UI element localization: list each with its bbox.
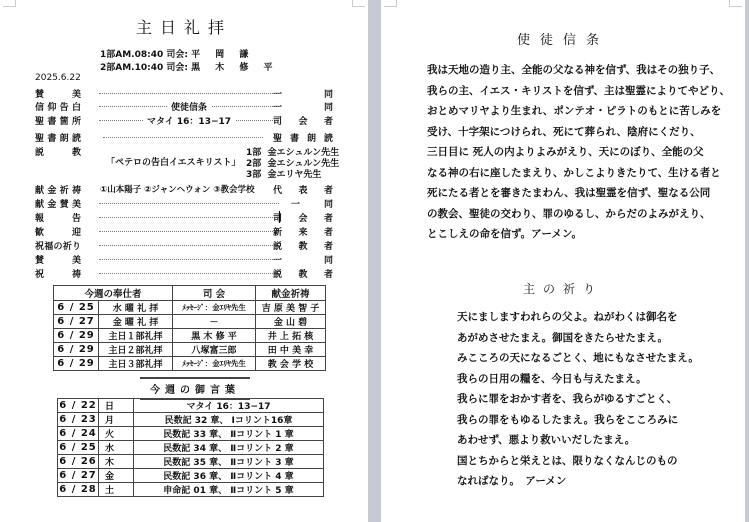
verse-cell: 申命記 01 章、 Ⅱコリント 5 章: [134, 483, 324, 497]
prayer-cell: 吉 原 美 智 子: [256, 301, 326, 315]
service-line-1: [100, 47, 261, 60]
table-row: [54, 343, 326, 357]
order-label: 祝福の祈り: [35, 242, 81, 252]
service-cell: 主日１部礼拝: [99, 329, 173, 343]
preacher-name: 金エシュルン先生: [267, 148, 340, 158]
date-cell: 6 / 26: [59, 456, 97, 467]
prayer-title: 主の祈り: [522, 282, 603, 296]
table-row: [54, 315, 326, 329]
weekday-cell: 火: [99, 427, 134, 441]
creed-line: 受け、十字架につけられ、死にて葬られ、陰府にくだり、: [427, 125, 701, 138]
table-row: [58, 455, 324, 469]
verse-cell: マタイ 16：13−17: [134, 399, 324, 413]
order-row: [35, 131, 335, 143]
column-header: 司 会: [173, 286, 256, 301]
creed-line: 我らの主、イエス・キリストを信ず、主は聖霊によりてやどり、: [427, 84, 731, 97]
order-row: [35, 267, 335, 279]
weekday-cell: 月: [99, 413, 134, 427]
table-row: [58, 413, 324, 427]
prayer-cell: 教 会 学 校: [256, 357, 326, 371]
order-label: 献金賛美: [35, 200, 81, 210]
service-cell: 主日３部礼拝: [99, 357, 173, 371]
order-person: 説教者: [273, 270, 333, 280]
date-cell: 6 / 29: [54, 329, 99, 343]
bulletin-page: [0, 0, 368, 522]
order-label: 信仰告白: [35, 103, 81, 113]
order-label: 祝祷: [35, 270, 81, 280]
service-host: 黒 木 修 平: [191, 63, 279, 73]
order-label: 賛美: [35, 90, 81, 100]
prayer-line: 我らの日用の糧を、今日も与えたまえ。: [457, 372, 647, 385]
order-row: [35, 253, 335, 265]
page-corner-mark: [352, 0, 365, 7]
verse-cell: 民数記 36 章、 Ⅱコリント 4 章: [134, 469, 324, 483]
creed-title: 使徒信条: [516, 33, 609, 48]
order-label: 報告: [35, 214, 81, 224]
weekly-word-title: 今週の御言葉: [140, 377, 250, 400]
order-label: 献金祈祷: [35, 186, 81, 196]
preacher-name: 金エリヤ先生: [267, 170, 322, 180]
prayer-line: 我らの罪をもゆるしたまえ。我らをこころみに: [457, 413, 679, 426]
creed-line: 死にたる者とを審きたまわん、我は聖霊を信ず、聖なる公同: [427, 187, 711, 199]
verse-cell: 民数記 32 章、 Ⅰコリント16章: [134, 413, 324, 427]
order-row: [35, 114, 335, 126]
date-cell: 6 / 29: [54, 343, 99, 357]
order-person: 一同: [273, 256, 333, 266]
order-person: 一同: [273, 90, 333, 100]
order-row: [35, 100, 335, 112]
preacher-part: 1部: [246, 148, 262, 158]
table-row: [58, 469, 324, 483]
order-person: 一同: [291, 200, 333, 210]
preacher-list: [246, 148, 339, 181]
order-label: 歓迎: [35, 228, 81, 238]
table-row: [58, 441, 324, 455]
host-cell: 黒 木 修 平: [173, 329, 256, 343]
page-corner-mark: [384, 0, 397, 7]
service-time: 2部AM.10:40 司会:: [100, 63, 188, 73]
order-row: [35, 87, 335, 99]
date-cell: 6 / 25: [54, 301, 99, 315]
weekday-cell: 金: [99, 469, 134, 483]
preacher-part: 2部: [246, 159, 262, 169]
sermon-title: 「ペテロの告白イエスキリスト」: [106, 158, 241, 168]
order-row: [35, 211, 335, 223]
creed-line: とこしえの命を信ず。アーメン。: [427, 228, 582, 240]
dotted-leader: [99, 231, 279, 232]
date-cell: 6 / 29: [54, 357, 99, 371]
weekday-cell: 土: [99, 483, 134, 497]
prayer-text: [457, 307, 699, 492]
creed-line: おとめマリヤより生まれ、ポンテオ・ピラトのもとに苦しみを: [427, 105, 722, 117]
table-row: [54, 329, 326, 343]
column-header: 献金祈祷: [256, 286, 326, 301]
page-corner-mark: [729, 0, 742, 7]
date-cell: 6 / 25: [59, 442, 97, 453]
service-cell: 主日２部礼拝: [99, 343, 173, 357]
prayer-line: 我らに罪をおかす者を、我らがゆるすごとく、: [457, 393, 678, 405]
verse-cell: 民数記 35 章、 Ⅱコリント 3 章: [134, 455, 324, 469]
prayer-line: 国とちからと栄えとは、限りなくなんじのもの: [457, 454, 678, 467]
order-person: 説教者: [273, 242, 333, 252]
preacher-item: [246, 170, 339, 181]
page-title: 主日礼拝: [135, 18, 232, 37]
creed-line: 我は天地の造り主、全能の父なる神を信ず、我はその独り子、: [427, 64, 721, 76]
order-row: [35, 225, 335, 237]
order-detail: 使徒信条: [167, 103, 211, 113]
service-host: 平 岡 謙: [191, 50, 255, 60]
duty-table: [53, 285, 326, 371]
creed-line: の教会、聖徒の交わり、罪のゆるし、からだのよみがえり、: [427, 207, 711, 220]
date-cell: 6 / 27: [59, 470, 97, 481]
preacher-name: 金エシュルン先生: [267, 159, 340, 169]
order-label: 賛美: [35, 256, 81, 266]
verse-cell: 民数記 33 章、 Ⅱコリント 1 章: [134, 427, 324, 441]
table-row: [54, 301, 326, 315]
prayer-line: あがめさせたまえ。御国をきたらせたまえ。: [457, 331, 668, 344]
creed-page: [381, 0, 745, 522]
date-cell: 6 / 22: [59, 400, 97, 411]
bulletin-date: 2025.6.22: [35, 73, 81, 83]
prayer-cell: 田 中 美 幸: [256, 343, 326, 357]
order-person: 一同: [273, 103, 333, 113]
creed-line: 三日目に 死人の内よりよみがえり、天にのぼり、全能の父: [427, 146, 704, 158]
order-person: 代表者: [273, 186, 333, 196]
page-corner-mark: [3, 0, 16, 7]
dotted-leader: [99, 203, 279, 204]
table-row: [58, 399, 324, 413]
host-cell: ﾒｯｾｰｼﾞ：金ｴﾘﾔ先生: [173, 357, 256, 371]
order-label: 説教: [35, 148, 81, 158]
table-row: [58, 483, 324, 497]
offering-prayers: ①山本陽子 ②ジャンヘウォン ③教会学校: [100, 185, 255, 195]
creed-line: なる神の右に座したまえり、かしこよりきたりて、生ける者と: [427, 166, 721, 179]
date-cell: 6 / 23: [59, 414, 97, 425]
prayer-cell: 井 上 拓 核: [256, 329, 326, 343]
order-row: [35, 239, 335, 251]
host-cell: ﾒｯｾｰｼﾞ：金ｴﾘﾔ先生: [173, 301, 256, 315]
order-label: 聖書箇所: [35, 117, 81, 127]
dotted-leader: [99, 273, 279, 274]
order-person: 司会者: [273, 214, 333, 224]
order-person: 司会者: [273, 117, 333, 127]
weekly-word-table: [57, 398, 324, 497]
dotted-leader: [99, 93, 279, 94]
date-cell: 6 / 27: [54, 315, 99, 329]
host-cell: 八塚富三郎: [173, 343, 256, 357]
prayer-cell: 金 山 碧: [256, 315, 326, 329]
service-line-2: [100, 60, 279, 73]
prayer-line: なればなり。 アーメン: [457, 475, 567, 487]
preacher-item: [246, 159, 339, 170]
order-row: [35, 197, 335, 209]
service-time: 1部AM.08:40 司会:: [100, 50, 188, 60]
weekday-cell: 水: [99, 441, 134, 455]
order-person: 新来者: [273, 228, 333, 238]
order-person: 聖書朗読: [273, 134, 333, 144]
order-detail: マタイ 16：13−17: [143, 117, 235, 127]
prayer-line: あわせず、悪より救いいだしたまえ。: [457, 434, 636, 446]
order-label: 聖書朗読: [35, 134, 81, 144]
weekday-cell: 木: [99, 455, 134, 469]
host-cell: －: [173, 315, 256, 329]
creed-text: [427, 60, 731, 245]
prayer-line: みこころの天になるごとく、地にもなさせたまえ。: [457, 352, 699, 364]
table-header-row: [54, 286, 326, 301]
verse-cell: 民数記 34 章、 Ⅱコリント 2 章: [134, 441, 324, 455]
column-header: 今週の奉仕者: [54, 286, 173, 301]
preacher-part: 3部: [246, 170, 262, 180]
date-cell: 6 / 24: [59, 428, 97, 439]
table-row: [54, 357, 326, 371]
prayer-line: 天にましますわれらの父よ。ねがわくは御名を: [457, 311, 678, 323]
dotted-leader: [103, 137, 263, 138]
dotted-leader: [99, 259, 279, 260]
dotted-leader: [99, 245, 279, 246]
service-cell: 水 曜 礼 拝: [99, 301, 173, 315]
preacher-item: [246, 148, 339, 159]
weekday-cell: 日: [99, 399, 134, 413]
service-cell: 金 曜 礼 拝: [99, 315, 173, 329]
table-row: [58, 427, 324, 441]
dotted-leader: [99, 217, 279, 218]
date-cell: 6 / 28: [59, 484, 97, 495]
